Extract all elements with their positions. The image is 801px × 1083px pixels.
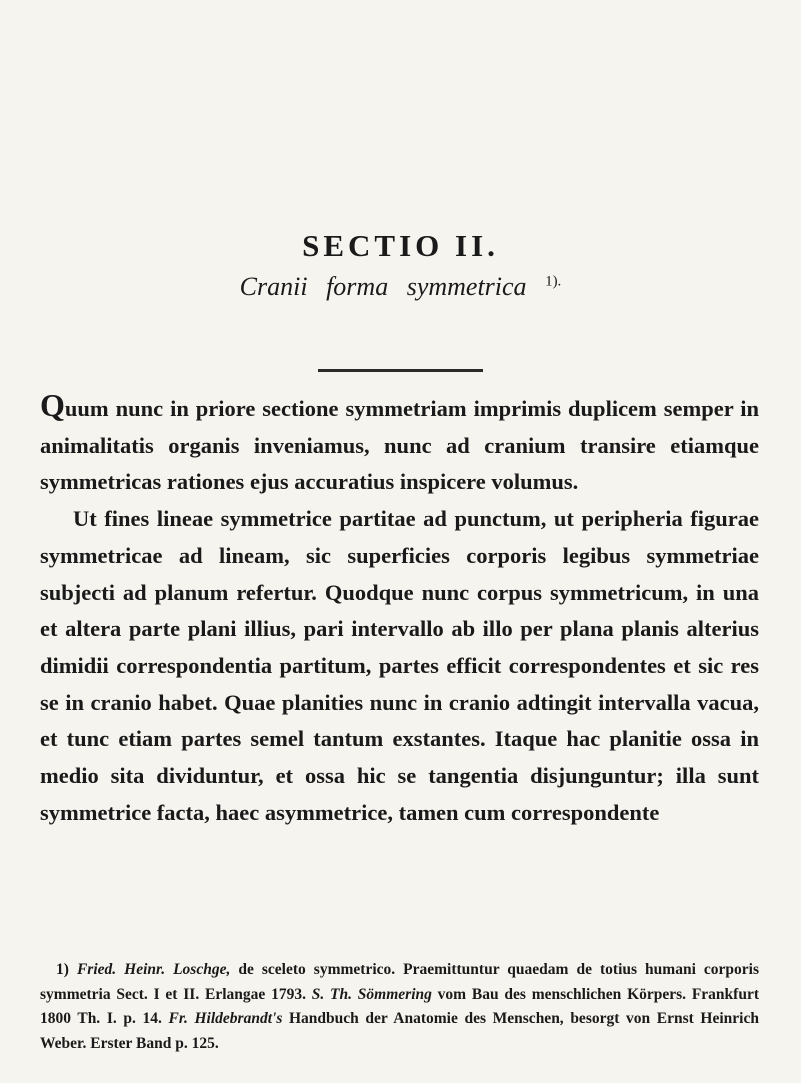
footnote	[40, 958, 759, 1056]
drop-cap: Q	[40, 387, 65, 423]
subtitle-text: Cranii forma symmetrica	[239, 272, 527, 301]
footnote-author-3: Fr. Hildebrandt's	[168, 1010, 283, 1027]
body-text	[40, 387, 759, 831]
footnote-paragraph	[40, 958, 759, 1056]
paragraph-1-text: uum nunc in priore sectione symmetriam imprimis duplicem semper in animalitatis organis inveniamus, nunc ad cranium transire etiamque symmetricas rationes ejus accuratius inspicere volumus.	[40, 396, 759, 495]
footnote-text-3: Handbuch der Anatomie des Menschen, besorgt von Ernst Heinrich Weber. Erster Band p. 125.	[40, 1010, 759, 1052]
section-subtitle	[0, 272, 801, 302]
paragraph-2: Ut fines lineae symmetrice partitae ad punctum, ut peripheria figurae symmetricae ad lineam, sic superficies corporis legibus symmetriae subjecti ad planum refertur. Quodque nunc corpus symmetricum, in una et altera parte plani illius, pari intervallo ab illo per plana planis alterius dimidii correspondentia partitum, partes efficit correspondentes et sic res se in cranio habet. Quae planities nunc in cranio adtingit intervalla vacua, et tunc etiam partes semel tantum exstantes. Itaque hac planitie ossa in medio sita dividuntur, et ossa hic se tangentia disjunguntur; illa sunt symmetrice facta, haec asymmetrice, tamen cum correspondente	[40, 506, 759, 825]
footnote-text-2: vom Bau des menschlichen Körpers. Frankfurt 1800 Th. I. p. 14.	[40, 985, 759, 1027]
footnote-author-2: S. Th. Sömmering	[311, 985, 432, 1003]
divider-rule	[318, 369, 483, 372]
footnote-reference: 1).	[545, 273, 562, 290]
footnote-text-1: de sceleto symmetrico. Praemittuntur quaedam de totius humani corporis symmetria Sect. I et II. Erlangae 1793.	[40, 961, 759, 1003]
footnote-author-1: Fried. Heinr. Loschge,	[76, 961, 231, 978]
section-heading: SECTIO II.	[302, 228, 499, 263]
paragraph-1	[40, 387, 759, 501]
footnote-marker: 1)	[56, 961, 69, 978]
